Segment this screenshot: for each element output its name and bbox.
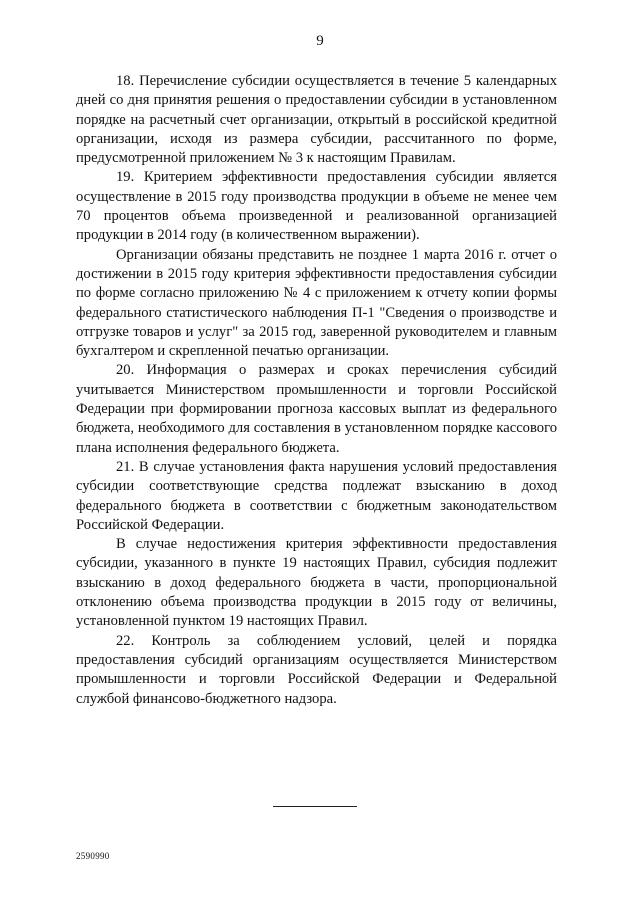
end-divider xyxy=(273,806,357,807)
paragraph-19: 19. Критерием эффективности предоставления субсидии является осуществление в 2015 году производства продукции в объеме не менее чем 70 процентов объема произведенной и реализованной организацией продукции в 2014 году (в количественном выражении). xyxy=(76,169,557,244)
paragraph-20: 20. Информация о размерах и сроках перечисления субсидий учитывается Министерством промышленности и торговли Российской Федерации при формировании прогноза кассовых выплат из федерального бюджета, необходимого для составления в установленном порядке кассового плана исполнения федерального бюджета. xyxy=(76,362,557,456)
paragraph-19-report: Организации обязаны представить не позднее 1 марта 2016 г. отчет о достижении в 2015 году критерия эффективности предоставления субсидии по форме согласно приложению № 4 с приложением к отчету копии формы федерального статистического наблюдения П-1 "Сведения о производстве и отгрузке товаров и услуг" за 2015 год, заверенной руководителем и главным бухгалтером и скрепленной печатью организации. xyxy=(76,246,557,360)
paragraph-21: 21. В случае установления факта нарушения условий предоставления субсидии соответствующие средства подлежат взысканию в доход федерального бюджета в соответствии с бюджетным законодательством Российской Федерации. xyxy=(76,458,557,533)
document-code: 2590990 xyxy=(76,851,110,861)
paragraph-21-recovery: В случае недостижения критерия эффективности предоставления субсидии, указанного в пункте 19 настоящих Правил, субсидия подлежит взысканию в доход федерального бюджета в части, пропорциональной отклонению объема производства продукции в 2015 году от величины, установленной пунктом 19 настоящих Правил. xyxy=(76,536,557,630)
page-number: 9 xyxy=(316,33,324,49)
document-body xyxy=(76,72,557,709)
paragraph-18: 18. Перечисление субсидии осуществляется в течение 5 календарных дней со дня принятия решения о предоставлении субсидии в установленном порядке на расчетный счет организации, открытый в российской кредитной организации, исходя из размера субсидии, рассчитанного по форме, предусмотренной приложением № 3 к настоящим Правилам. xyxy=(76,73,557,167)
paragraph-22: 22. Контроль за соблюдением условий, целей и порядка предоставления субсидий организациям осуществляется Министерством промышленности и торговли Российской Федерации и Федеральной службой финансово-бюджетного надзора. xyxy=(76,632,557,707)
